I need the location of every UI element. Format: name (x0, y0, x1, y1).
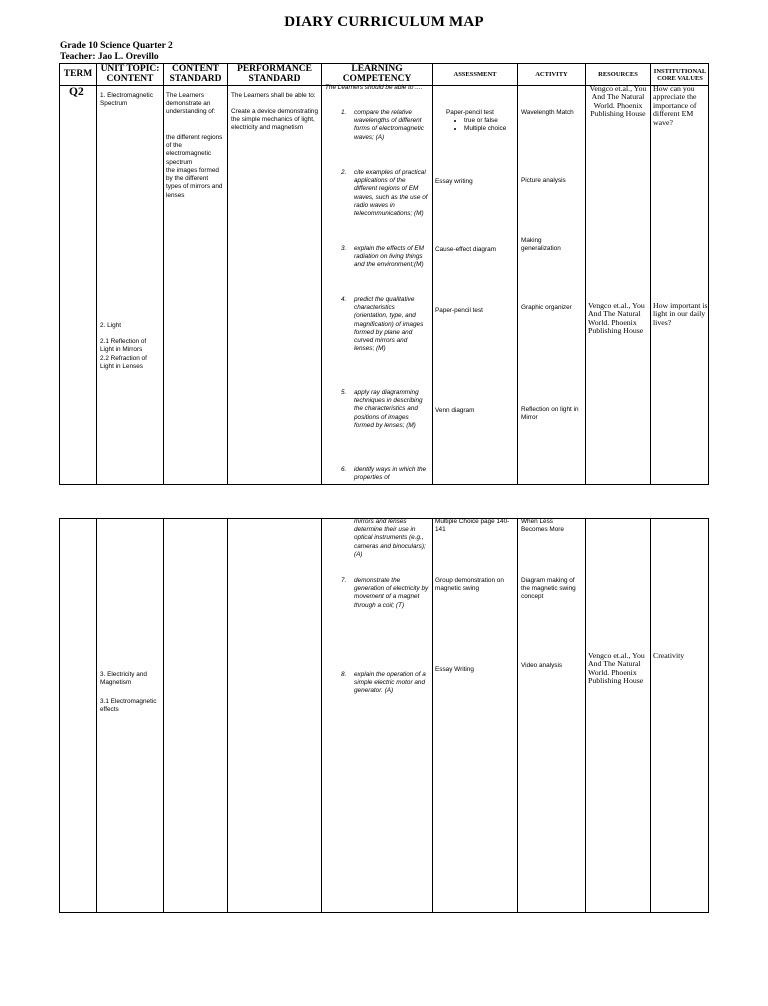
competency-text: identify ways in which the properties of (354, 466, 427, 482)
performance-standard-text: Create a device demonstrating the simple mechanics of light, electricity and magnetism (231, 108, 319, 132)
activity-item: Reflection on light in Mirror (521, 406, 579, 422)
performance-standard-intro: The Learners shall be able to: (231, 92, 316, 99)
content-standard-a: the different regions of the electromagnetic spectrum (166, 134, 223, 166)
resources-item: Vengco et.al., You And The Natural World. Phoenix Publishing House (589, 84, 647, 119)
assessment-item: Essay Writing (435, 666, 474, 673)
assessment-options (446, 117, 516, 133)
grade-line: Grade 10 Science Quarter 2 (60, 41, 173, 51)
header-learning-competency: LEARNING COMPETENCY (342, 64, 412, 84)
activity-item: Picture analysis (521, 177, 566, 184)
header-activity: ACTIVITY (535, 71, 568, 78)
header-assessment: ASSESSMENT (453, 71, 497, 78)
activity-item: Making generalization (521, 237, 561, 253)
assessment-option: • Multiple choice (464, 125, 516, 133)
competency-number: 1. (341, 109, 347, 116)
activity-item: When Less Becomes More (521, 518, 564, 534)
header-resources: RESOURCES (598, 71, 638, 78)
competency-text: predict the qualitative characteristics (orientation, type, and magnification) of images formed by plane and curved mirrors and lenses; (M) (354, 296, 424, 353)
assessment-item: Essay writing (435, 178, 473, 185)
assessment-item: Group demonstration on magnetic swing (435, 577, 504, 593)
activity-item: Wavelength Match (521, 109, 574, 116)
content-standard-intro: The Learners demonstrate an understanding of: (166, 92, 216, 116)
header-core-values: INSTITUTIONAL CORE VALUES (653, 67, 707, 82)
header-unit-topic: UNIT TOPIC: CONTENT (100, 64, 160, 84)
header-term: TERM (63, 68, 93, 79)
activity-item: Diagram making of the magnetic swing concept (521, 577, 576, 601)
unit-topic-2-2: 2.2 Refraction of Light in Lenses (100, 355, 147, 371)
assessment-item (446, 109, 516, 134)
content-standard-b: the images formed by the different types of mirrors and lenses (166, 167, 223, 199)
assessment-label: Paper-pencil test (446, 109, 494, 116)
core-values-item: How can you appreciate the importance of different EM wave? (653, 84, 697, 127)
activity-item: Video analysis (521, 662, 563, 669)
curriculum-table-page-1 (59, 63, 709, 485)
competency-intro: The Learners should be able to .... (325, 84, 423, 91)
core-values-item: Creativity (653, 651, 685, 660)
assessment-item: Multiple Choice page 140-141 (435, 518, 510, 534)
competency-number: 7. (341, 577, 347, 584)
curriculum-table-page-2 (59, 518, 709, 913)
competency-number: 3. (341, 245, 347, 252)
assessment-item: Cause-effect diagram (435, 246, 496, 253)
header-performance-standard: PERFORMANCE STANDARD (237, 64, 312, 84)
unit-topic-3: 3. Electricity and Magnetism (100, 671, 147, 687)
competency-number: 8. (341, 671, 347, 678)
competency-text: explain the effects of EM radiation on living things and the environment;(M) (354, 245, 424, 269)
header-content-standard: CONTENT STANDARD (169, 64, 222, 84)
competency-text: apply ray diagramming techniques in describing the characteristics and positions of images formed by lenses; (M) (354, 389, 423, 429)
competency-number: 5. (341, 389, 347, 396)
competency-text: demonstrate the generation of electricity by movement of a magnet through a coil; (T) (354, 577, 429, 609)
teacher-line: Teacher: Jao L. Orevillo (60, 52, 159, 62)
assessment-item: Paper-pencil test (435, 307, 483, 314)
assessment-option: • true or false (464, 117, 516, 125)
competency-text-continued: mirrors and lenses determine their use in optical instruments (e.g., cameras and binoculars); (A) (354, 518, 426, 558)
competency-text: compare the relative wavelengths of different forms of electromagnetic waves; (A) (354, 109, 424, 141)
competency-number: 6. (341, 466, 347, 473)
assessment-item: Venn diagram (435, 407, 475, 414)
competency-number: 2. (341, 169, 347, 176)
competency-number: 4. (341, 296, 347, 303)
unit-topic-2-1: 2.1 Reflection of Light in Mirrors (100, 338, 147, 354)
unit-topic-3-1: 3.1 Electromagnetic effects (100, 698, 157, 714)
document-title: DIARY CURRICULUM MAP (284, 14, 484, 30)
activity-item: Graphic organizer (521, 304, 572, 311)
core-values-item: How important is light in our daily lives? (653, 301, 708, 327)
resources-item: Vengco et.al., You And The Natural World. Phoenix Publishing House (588, 301, 645, 336)
unit-topic-2: 2. Light (100, 322, 121, 329)
competency-text: explain the operation of a simple electric motor and generator. (A) (354, 671, 426, 695)
unit-topic-1: 1. Electromagnetic Spectrum (100, 92, 153, 108)
competency-text: cite examples of practical applications of the different regions of EM waves, such as the use of radio waves in telecommunications; (M) (354, 169, 428, 218)
resources-item: Vengco et.al., You And The Natural World. Phoenix Publishing House (588, 651, 645, 686)
term-value: Q2 (69, 86, 84, 98)
